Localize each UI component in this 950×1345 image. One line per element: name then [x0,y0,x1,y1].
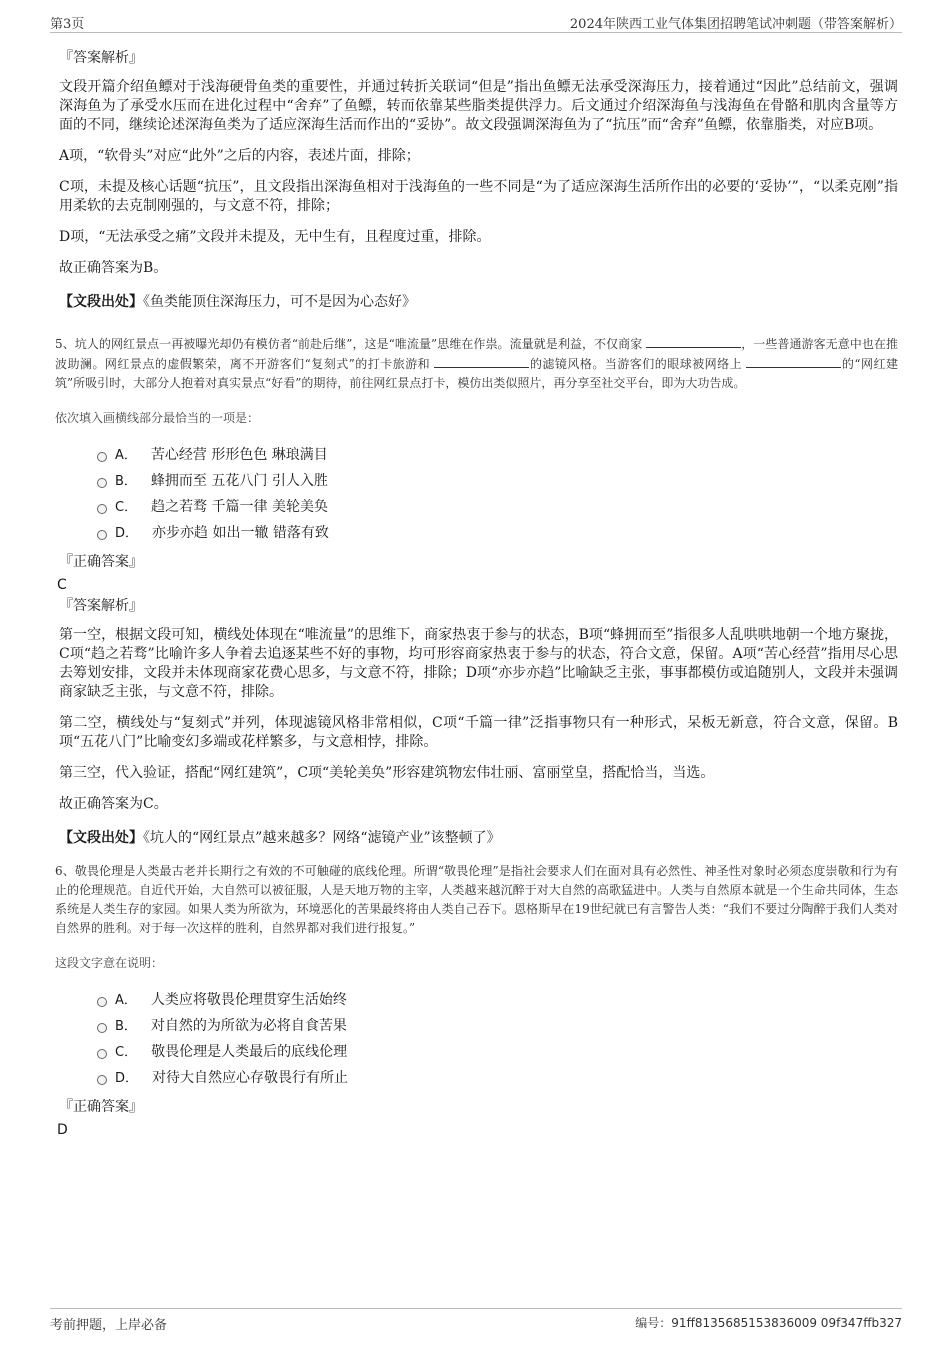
source-title: 《坑人的“网红景点”越来越多？网络“滤镜产业”该整顿了》 [143,830,501,846]
radio-icon[interactable] [97,1023,107,1033]
question-5-text [55,334,898,393]
source-citation [59,292,898,312]
page-footer [50,1308,902,1331]
analysis-paragraph: 第三空，代入验证，搭配“网红建筑”，C项“美轮美奂”形容建筑物宏伟壮丽、富丽堂皇，搭配恰当，当选。 [59,765,715,781]
analysis-paragraph: 第一空，根据文段可知，横线处体现在“唯流量”的思维下，商家热衷于参与的状态，B项“蜂拥而至”指很多人乱哄哄地朝一个地方聚拢，C项“趋之若骛”比喻许多人争着去追逐某些不好的事物，均可形容商家热衷于参与的状态，符合文意，保留。A项“苦心经营”指用尽心思去筹划安排，文段并未体现商家花费心思多，与文意不符，排除；D项“亦步亦趋”比喻缺乏主张，事事都模仿或追随别人，文段并未强调商家缺乏主张，与文意不符，排除。 [59,627,898,700]
radio-icon[interactable] [97,1075,107,1085]
question-text-segment: 的滤镜风格。当游客们的眼球被网络上 [529,357,743,371]
option-text: 对自然的为所欲为必将自食苦果 [150,1018,347,1034]
radio-icon[interactable] [97,504,107,514]
page-number: 第3页 [50,17,85,32]
option-b[interactable] [95,468,898,494]
footer-slogan: 考前押题，上岸必备 [50,1318,168,1333]
question-6-options [95,987,898,1091]
source-title: 《鱼类能顶住深海压力，可不是因为心态好》 [143,294,416,310]
fill-blank-1 [646,334,741,348]
correct-answer-tag: 『正确答案』 [59,1099,143,1115]
option-a[interactable] [95,987,898,1013]
option-a[interactable] [95,442,898,468]
analysis-paragraph: 故正确答案为C。 [59,796,168,812]
option-b[interactable] [95,1013,898,1039]
correct-answer: D [57,1122,68,1138]
question-6-text: 6、敬畏伦理是人类最古老并长期行之有效的不可触碰的底线伦理。所谓“敬畏伦理”是指社会要求人们在面对具有必然性、神圣性对象时必须态度崇敬和行为有止的伦理规范。自近代开始，大自然可以被征服，人是天地万物的主宰，人类越来越沉醉于对大自然的高歌猛进中。人类与自然原本就是一个生命共同体，生态系统是人类生存的家园。如果人类为所欲为，环境恶化的苦果最终将由人类自己吞下。恩格斯早在19世纪就已有言警告人类：“我们不要过分陶醉于我们人类对自然界的胜利。对于每一次这样的胜利，自然界都对我们进行报复。” [55,864,898,935]
question-text-segment: ，一些普通游客无意中也在推波助澜。网红景点的虚假繁荣，离不开游客们“复刻式”的打卡旅游和 [55,337,898,371]
option-letter: C． [115,500,138,515]
source-label: 【文段出处】 [59,830,143,846]
option-letter: D． [115,526,139,541]
analysis-paragraph: 故正确答案为B。 [59,260,168,276]
radio-icon[interactable] [97,530,107,540]
option-text: 趋之若骛 千篇一律 美轮美奂 [151,499,328,515]
option-letter: B． [115,474,137,489]
option-text: 敬畏伦理是人类最后的底线伦理 [151,1044,348,1060]
radio-icon[interactable] [97,1049,107,1059]
page-header [50,12,902,33]
question-text-segment: 的“网红建筑”所吸引时，大部分人抱着对真实景点“好看”的期待，前往网红景点打卡，模仿出类似照片，再分享至社交平台，即为大功告成。 [55,357,898,390]
option-text: 蜂拥而至 五花八门 引人入胜 [150,473,328,489]
analysis-tag: 『答案解析』 [59,50,143,66]
analysis-paragraph: C项，未提及核心话题“抗压”，且文段指出深海鱼相对于浅海鱼的一些不同是“为了适应深海生活所作出的必要的‘妥协’”，“以柔克刚”指用柔软的去克制刚强的，与文意不符，排除； [59,179,898,214]
page-content [55,44,898,1139]
question-text-segment: 5、坑人的网红景点一再被曝光却仍有模仿者“前赴后继”，这是“唯流量”思维在作祟。流量就是利益，不仅商家 [55,337,643,351]
option-d[interactable] [95,520,898,546]
option-letter: B． [115,1019,137,1034]
radio-icon[interactable] [97,478,107,488]
option-text: 人类应将敬畏伦理贯穿生活始终 [150,992,347,1008]
question-5-options [95,442,898,546]
option-text: 对待大自然应心存敬畏行有所止 [152,1070,349,1086]
source-citation [59,828,898,848]
option-c[interactable] [95,494,898,520]
analysis-paragraph: 第二空，横线处与“复刻式”并列，体现滤镜风格非常相似，C项“千篇一律”泛指事物只有一种形式，呆板无新意，符合文意，保留。B项“五花八门”比喻变幻多端或花样繁多，与文意相悖，排除。 [59,715,898,750]
option-letter: D． [115,1071,139,1086]
radio-icon[interactable] [97,997,107,1007]
correct-answer-tag: 『正确答案』 [59,554,143,570]
fill-blank-2 [434,354,529,368]
source-label: 【文段出处】 [59,294,143,310]
analysis-paragraph: 文段开篇介绍鱼鳔对于浅海硬骨鱼类的重要性，并通过转折关联词“但是”指出鱼鳔无法承受深海压力，接着通过“因此”总结前文，强调深海鱼为了承受水压而在进化过程中“舍弃”了鱼鳔，转而依靠某些脂类提供浮力。后文通过介绍深海鱼与浅海鱼在骨骼和肌肉含量等方面的不同，继续论述深海鱼类为了适应深海生活而作出的“妥协”。故文段强调深海鱼为了“抗压”而“舍弃”鱼鳔，依靠脂类，对应B项。 [59,79,898,133]
analysis-tag: 『答案解析』 [59,598,143,614]
option-letter: C． [115,1045,138,1060]
correct-answer: C [57,577,67,593]
document-serial: 编号：91ff8135685153836009 09f347ffb327 [635,1316,902,1330]
option-d[interactable] [95,1065,898,1091]
radio-icon[interactable] [97,452,107,462]
analysis-paragraph: D项，“无法承受之痛”文段并未提及，无中生有，且程度过重，排除。 [59,229,491,245]
question-5-prompt: 依次填入画横线部分最恰当的一项是： [55,411,260,425]
option-letter: A． [115,448,137,463]
document-title: 2024年陕西工业气体集团招聘笔试冲刺题（带答案解析） [569,17,902,32]
option-letter: A． [115,993,137,1008]
option-text: 亦步亦趋 如出一辙 错落有致 [152,525,329,541]
option-text: 苦心经营 形形色色 琳琅满目 [150,447,328,463]
option-c[interactable] [95,1039,898,1065]
analysis-paragraph: A项，“软骨头”对应“此外”之后的内容，表述片面，排除； [59,148,420,164]
fill-blank-3 [746,354,841,368]
question-6-prompt: 这段文字意在说明： [55,956,164,970]
